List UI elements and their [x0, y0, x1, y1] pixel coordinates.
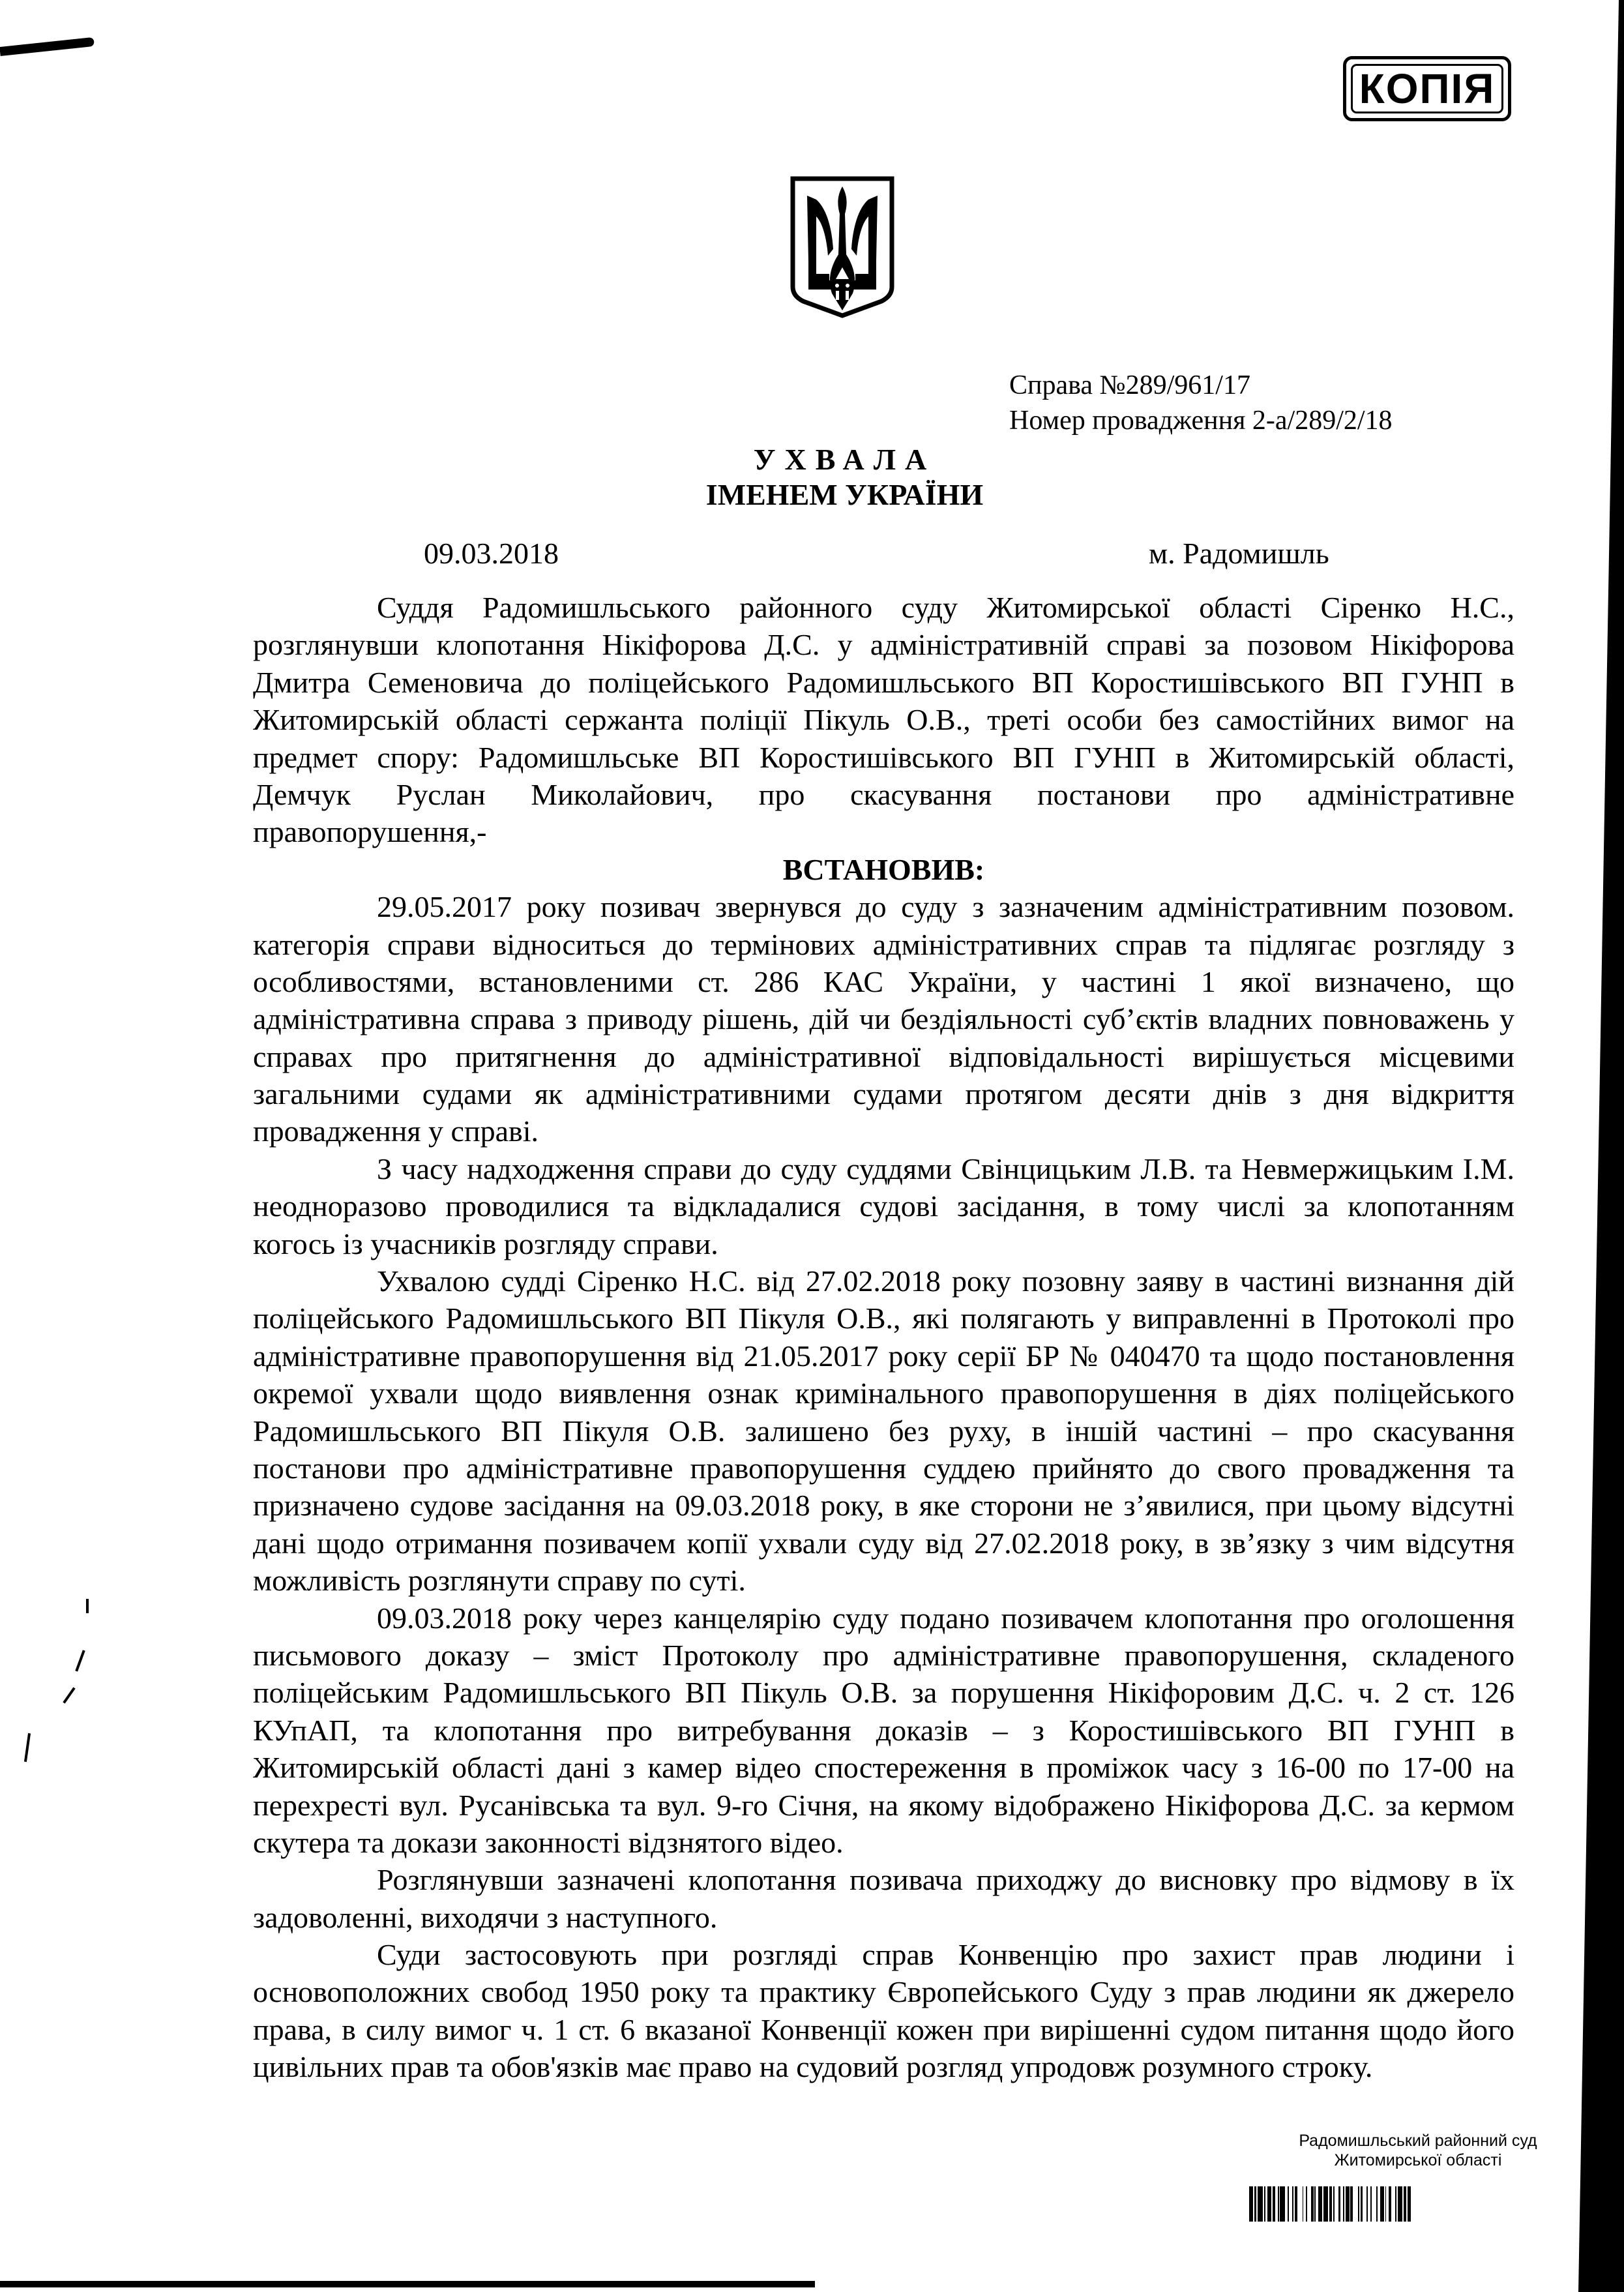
- body-text-line: письмового доказу – зміст Протоколу про адміністративне правопорушення, складеного: [253, 1638, 1514, 1672]
- scan-margin-mark: [24, 1733, 31, 1762]
- document-type-title: УХВАЛА: [753, 443, 936, 476]
- scan-edge-shadow: [1578, 0, 1624, 2292]
- copy-stamp: [1343, 56, 1511, 121]
- barcode-bar: [1258, 2186, 1263, 2222]
- body-text-line: права, в силу вимог ч. 1 ст. 6 вказаної Конвенції кожен при вирішенні судом питання щодо його: [253, 2012, 1514, 2046]
- body-text-line: Суди застосовують при розгляді справ Конвенцію про захист прав людини і: [377, 1938, 1514, 1972]
- body-text-line: правопорушення,-: [253, 815, 487, 849]
- proceeding-number: Номер провадження 2-а/289/2/18: [1009, 406, 1393, 436]
- body-text-line: КУпАП, та клопотання про витребування доказів – з Коростишівського ВП ГУНП в: [253, 1713, 1514, 1747]
- case-number: Справа №289/961/17: [1009, 370, 1250, 400]
- court-stamp: [1281, 2131, 1555, 2170]
- body-text-line: категорія справи відноситься до термінових адміністративних справ та підлягає розгляду з: [253, 927, 1514, 961]
- barcode-bar: [1280, 2186, 1285, 2222]
- body-text-line: неодноразово проводилися та відкладалися судові засідання, в тому числі за клопотанням: [253, 1189, 1514, 1223]
- body-text-line: 29.05.2017 року позивач звернувся до суду з зазначеним адміністративним позовом.: [377, 890, 1514, 924]
- body-text-line: предмет спору: Радомишльське ВП Коростишівського ВП ГУНП в Житомирській області,: [253, 740, 1514, 774]
- court-stamp-line1: Радомишльський районний суд: [1299, 2132, 1537, 2150]
- scan-margin-mark: [63, 1687, 75, 1703]
- decision-date: 09.03.2018: [424, 537, 559, 570]
- barcode-bar: [1408, 2186, 1411, 2222]
- body-text-line: постанови про адміністративне правопорушення суддею прийнято до свого провадження та: [253, 1451, 1514, 1485]
- scan-margin-mark: [86, 1599, 89, 1613]
- barcode-bar: [1353, 2186, 1358, 2222]
- body-text-line: Суддя Радомишльського районного суду Житомирської області Сіренко Н.С.,: [377, 591, 1514, 624]
- copy-stamp-label: КОПІЯ: [1359, 65, 1496, 112]
- body-text-line: Радомишльського ВП Пікуля О.В. залишено без руху, в іншій частині – про скасування: [253, 1414, 1514, 1448]
- body-text-line: справах про притягнення до адміністративної відповідальності вирішується місцевими: [253, 1039, 1514, 1073]
- body-text-line: Демчук Руслан Миколайович, про скасування постанови про адміністративне: [253, 777, 1514, 811]
- body-text-line: перехресті вул. Русанівська та вул. 9-го Січня, на якому відображено Нікіфорова Д.С. за кермом: [253, 1788, 1514, 1822]
- body-text-line: провадження у справі.: [253, 1114, 539, 1148]
- body-text-line: адміністративне правопорушення від 21.05.2017 року серії БР № 040470 та щодо постановлення: [253, 1339, 1514, 1373]
- scan-margin-mark: [75, 1650, 85, 1671]
- decision-city: м. Радомишль: [1149, 537, 1329, 570]
- body-text-line: цивільних прав та обов'язків має право на судовий розгляд упродовж розумного строку.: [253, 2050, 1373, 2084]
- body-text-line: основоположних свобод 1950 року та практику Європейського Суду з прав людини як джерело: [253, 1975, 1514, 2009]
- body-text-line: когось із учасників розгляду справи.: [253, 1227, 718, 1260]
- barcode-bar: [1398, 2186, 1403, 2222]
- body-text-line: З часу надходження справи до суду суддями Свінцицьким Л.В. та Невмержицьким І.М.: [377, 1152, 1514, 1185]
- body-text-line: загальними судами як адміністративними судами протягом десяти днів з дня відкриття: [253, 1077, 1514, 1111]
- barcode-bar: [1323, 2186, 1329, 2222]
- court-stamp-line2: Житомирської області: [1334, 2151, 1502, 2169]
- barcode-bar: [1372, 2186, 1377, 2222]
- body-text-line: 09.03.2018 року через канцелярію суду подано позивачем клопотання про оголошення: [377, 1601, 1514, 1635]
- body-text-line: адміністративна справа з приводу рішень, дій чи бездіяльності суб’єктів владних повноважень у: [253, 1002, 1514, 1036]
- body-text-line: Розглянувши зазначені клопотання позивача приходжу до висновку про відмову в їх: [377, 1863, 1514, 1897]
- document-body: [253, 589, 1514, 2086]
- body-text-line: поліцейським Радомишльського ВП Пікуль О.В. за порушення Нікіфоровим Д.С. ч. 2 ст. 126: [253, 1676, 1514, 1710]
- body-text-line: задоволенні, виходячи з наступного.: [253, 1900, 718, 1934]
- barcode-bar: [1297, 2186, 1303, 2222]
- barcode-icon: [1249, 2186, 1490, 2222]
- body-text-line: Ухвалою судді Сіренко Н.С. від 27.02.2018 року позовну заяву в частині визнання дій: [377, 1264, 1514, 1298]
- section-heading: ВСТАНОВИВ:: [782, 852, 985, 886]
- document-subtitle: ІМЕНЕМ УКРАЇНИ: [705, 478, 984, 511]
- body-text-line: скутера та докази законності відзнятого відео.: [253, 1825, 844, 1859]
- body-text-line: Житомирській області дані з камер відео спостереження в проміжок часу з 16-00 по 17-00 на: [253, 1751, 1514, 1785]
- body-text-line: особливостями, встановленими ст. 286 КАС України, у частині 1 якої визначено, що: [253, 964, 1514, 998]
- body-text-line: окремої ухвали щодо виявлення ознак кримінального правопорушення в діях поліцейського: [253, 1377, 1514, 1410]
- scan-scratch-mark: [0, 37, 95, 56]
- body-text-line: призначено судове засідання на 09.03.2018 року, в яке сторони не з’явилися, при цьому відсутні: [253, 1489, 1514, 1523]
- scan-bottom-edge: [0, 2281, 815, 2287]
- body-text-line: дані щодо отримання позивачем копії ухвали суду від 27.02.2018 року, в зв’язку з чим відсутня: [253, 1526, 1514, 1560]
- body-text-line: Житомирській області сержанта поліції Пікуль О.В., треті особи без самостійних вимог на: [253, 703, 1514, 737]
- body-text-line: розглянувши клопотання Нікіфорова Д.С. у адміністративній справі за позовом Нікіфорова: [253, 628, 1514, 662]
- ukraine-coat-of-arms-icon: [790, 176, 894, 318]
- body-text-line: поліцейського Радомишльського ВП Пікуля О.В., які полягають у виправленні в Протоколі про: [253, 1302, 1514, 1335]
- body-text-line: можливість розглянути справу по суті.: [253, 1564, 746, 1598]
- body-text-line: Дмитра Семеновича до поліцейського Радомишльського ВП Коростишівського ВП ГУНП в: [253, 665, 1514, 699]
